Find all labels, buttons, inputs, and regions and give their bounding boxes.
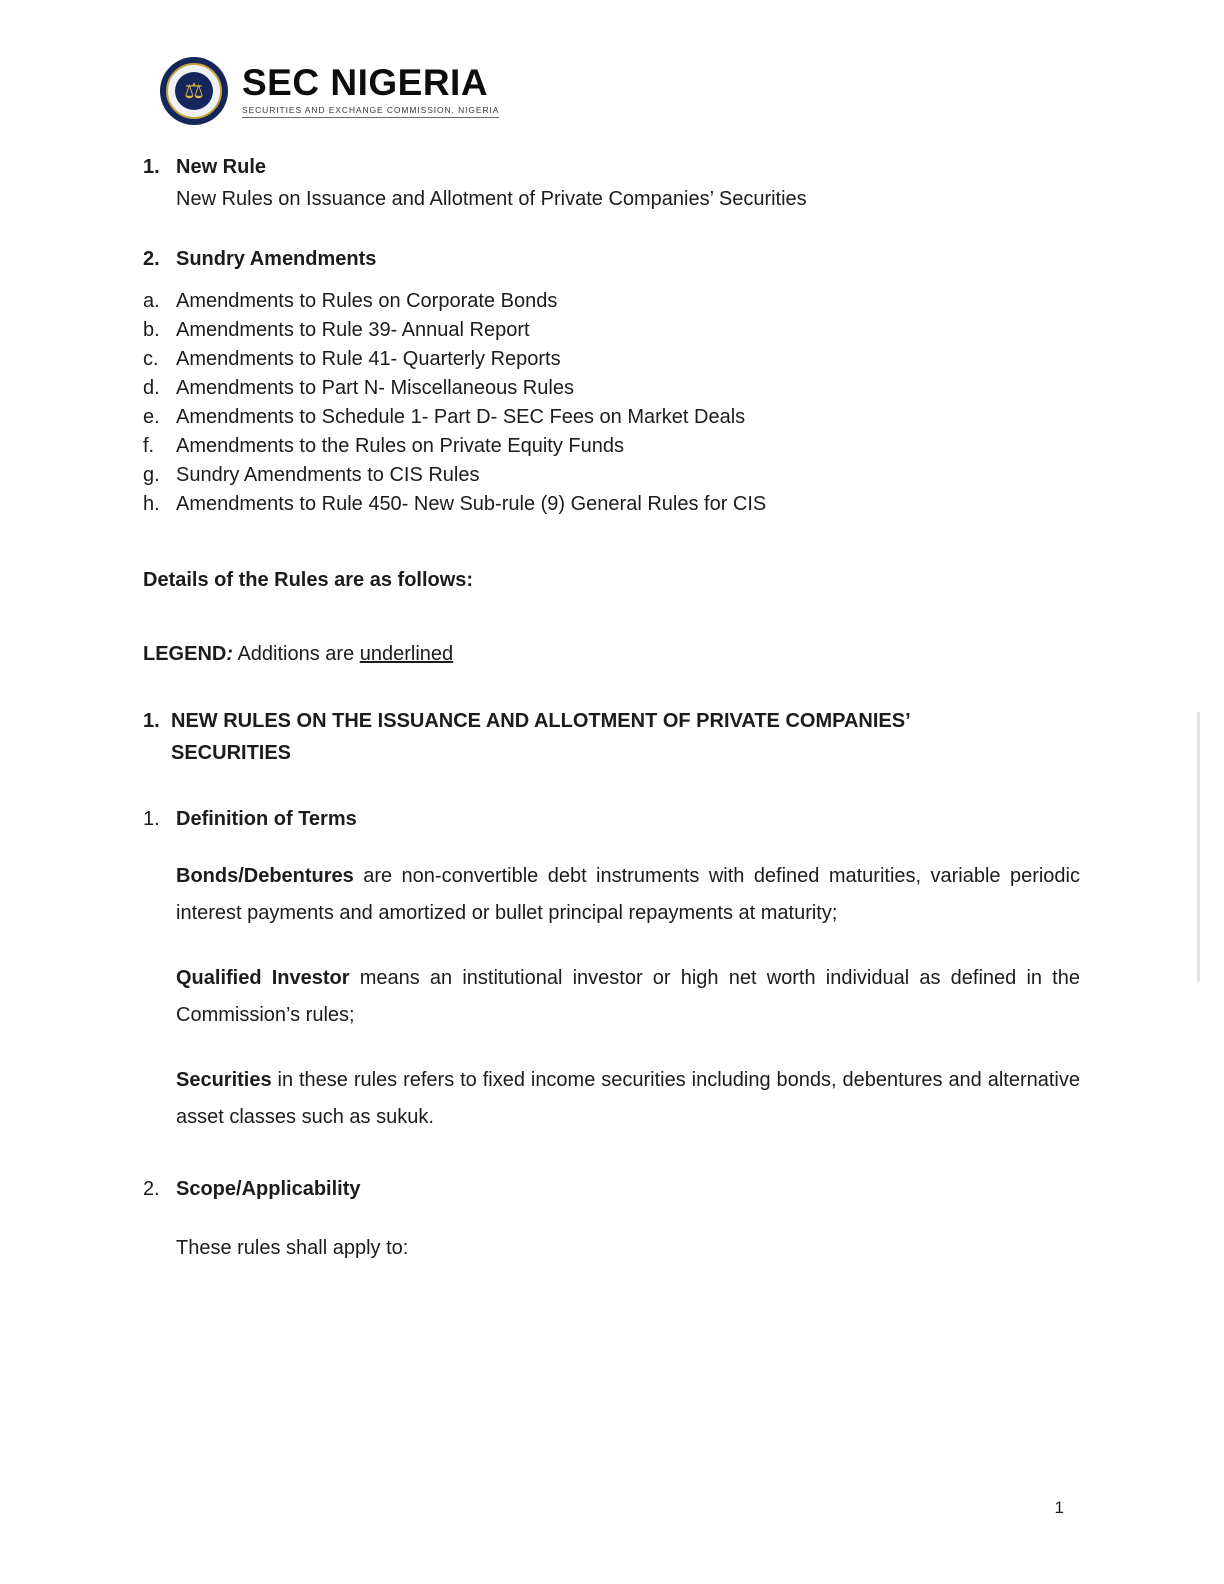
heading-definition-of-terms <box>143 805 1080 834</box>
definition-paragraph <box>176 858 1080 932</box>
heading-text <box>171 705 911 769</box>
heading-number: 2. <box>143 248 160 270</box>
list-item <box>143 432 1080 461</box>
list-item <box>143 461 1080 490</box>
heading-new-rule <box>143 153 1080 182</box>
list-item <box>143 490 1080 519</box>
details-heading: Details of the Rules are as follows: <box>143 569 474 591</box>
list-item-letter: d. <box>143 377 160 399</box>
list-item-letter: g. <box>143 464 160 486</box>
list-item-letter: a. <box>143 290 160 312</box>
heading-label: Sundry Amendments <box>176 248 377 270</box>
heading-number: 2. <box>143 1178 160 1200</box>
heading-number: 1. <box>143 156 160 178</box>
definition-paragraph <box>176 1062 1080 1136</box>
list-item-text: Amendments to Rule 39- Annual Report <box>176 319 530 341</box>
sec-emblem-icon <box>160 57 228 125</box>
list-item-text: Amendments to Rules on Corporate Bonds <box>176 290 558 312</box>
scope-body: These rules shall apply to: <box>176 1237 409 1259</box>
legend-line <box>143 640 1080 669</box>
heading-line-1: NEW RULES ON THE ISSUANCE AND ALLOTMENT OF PRIVATE COMPANIES’ <box>171 710 911 732</box>
heading-label: Definition of Terms <box>176 808 357 830</box>
heading-scope-applicability <box>143 1175 1080 1204</box>
list-item-text: Amendments to Schedule 1- Part D- SEC Fees on Market Deals <box>176 406 746 428</box>
legend-mid: Additions are <box>233 643 360 665</box>
logo-text <box>242 64 499 118</box>
list-item-letter: h. <box>143 493 160 515</box>
sec-emblem-ring <box>166 63 222 119</box>
sec-nigeria-logo <box>160 55 1080 127</box>
list-item-text: Amendments to Part N- Miscellaneous Rules <box>176 377 574 399</box>
list-item-text: Sundry Amendments to CIS Rules <box>176 464 480 486</box>
heading-number: 1. <box>143 710 160 732</box>
list-item-letter: c. <box>143 348 159 370</box>
list-item-letter: b. <box>143 319 160 341</box>
legend-underlined-word: underlined <box>359 643 454 665</box>
list-item <box>143 374 1080 403</box>
scan-artifact <box>1197 712 1200 982</box>
heading-line-2: SECURITIES <box>171 742 292 764</box>
definition-term: Bonds/Debentures <box>176 865 354 887</box>
logo-subtitle: SECURITIES AND EXCHANGE COMMISSION, NIGERIA <box>242 105 499 118</box>
heading-number: 1. <box>143 808 160 830</box>
definition-text: in these rules refers to fixed income securities including bonds, debentures and alternative asset classes such as sukuk. <box>176 1069 1080 1128</box>
page-number: 1 <box>1054 1498 1064 1517</box>
list-item-text: Amendments to Rule 41- Quarterly Reports <box>176 348 561 370</box>
legend-label: LEGEND <box>143 643 227 665</box>
list-item-text: Amendments to the Rules on Private Equity Funds <box>176 435 625 457</box>
list-item-text: Amendments to Rule 450- New Sub-rule (9) General Rules for CIS <box>176 493 767 515</box>
list-item <box>143 403 1080 432</box>
heading-sundry-amendments <box>143 245 1080 274</box>
list-item <box>143 287 1080 316</box>
scales-icon: ⚖ <box>175 72 213 110</box>
list-item <box>143 316 1080 345</box>
legend-colon: : <box>226 643 234 665</box>
list-item <box>143 345 1080 374</box>
definition-paragraph <box>176 960 1080 1034</box>
new-rule-body: New Rules on Issuance and Allotment of Private Companies’ Securities <box>176 188 807 210</box>
sundry-amendments-list <box>143 287 1080 519</box>
logo-title: SEC NIGERIA <box>242 62 489 104</box>
heading-label: New Rule <box>176 156 267 178</box>
heading-label: Scope/Applicability <box>176 1178 361 1200</box>
list-item-letter: f. <box>143 435 155 457</box>
definition-term: Securities <box>176 1069 272 1091</box>
list-item-letter: e. <box>143 406 160 428</box>
definition-term: Qualified Investor <box>176 967 350 989</box>
main-rule-heading <box>143 705 1080 769</box>
definition-text: means an institutional investor or high net worth individual as defined in the Commission’s rules; <box>176 967 1080 1026</box>
definition-text: are non-convertible debt instruments with defined maturities, variable periodic interest payments and amortized or bullet principal repayments at maturity; <box>176 865 1080 924</box>
